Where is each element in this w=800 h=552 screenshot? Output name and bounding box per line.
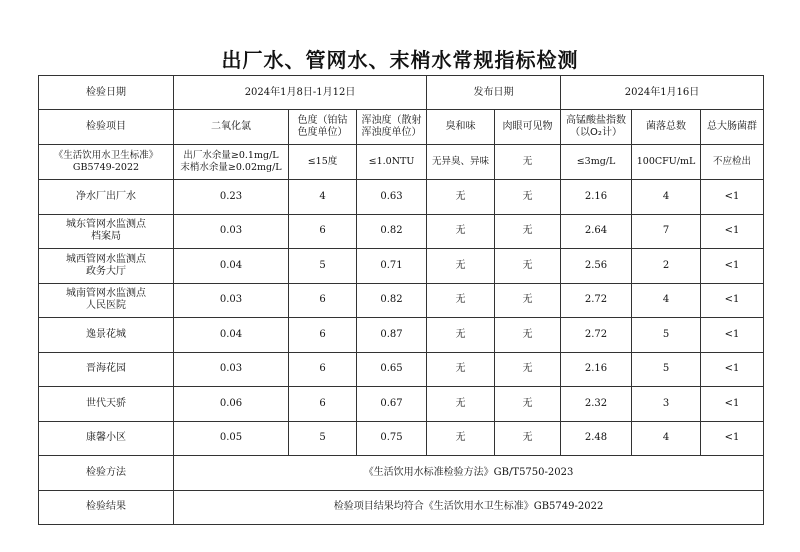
- table-row: [39, 352, 764, 387]
- cell-line: 城南管网水监测点: [66, 288, 146, 300]
- cell-line: 二氧化氯: [211, 121, 251, 132]
- location-name: [39, 283, 174, 318]
- standard-value: [174, 145, 289, 180]
- measured-value: 无: [495, 180, 561, 215]
- measured-value: 2.32: [561, 387, 632, 422]
- measured-value: 6: [289, 283, 357, 318]
- measured-value: 无: [427, 387, 495, 422]
- cell-line: ≤3mg/L: [576, 156, 616, 167]
- location-name: [39, 352, 174, 387]
- column-header: [427, 110, 495, 145]
- measured-value: 2.56: [561, 249, 632, 284]
- column-header: [357, 110, 427, 145]
- measured-value: 0.03: [174, 214, 289, 249]
- cell-line: 逸景花城: [86, 328, 126, 340]
- publish-value: 2024年1月16日: [561, 76, 764, 110]
- location-name: [39, 318, 174, 353]
- measured-value: 0.04: [174, 249, 289, 284]
- method-row: [39, 456, 764, 491]
- location-name: [39, 180, 174, 215]
- table-row: [39, 214, 764, 249]
- date-label: 检验日期: [39, 76, 174, 110]
- cell-line: ≤1.0NTU: [368, 156, 415, 167]
- measured-value: 无: [495, 421, 561, 456]
- cell-line: 净水厂出厂水: [76, 190, 136, 202]
- cell-line: 晋海花园: [86, 363, 126, 375]
- measured-value: 5: [289, 421, 357, 456]
- measured-value: 6: [289, 387, 357, 422]
- location-name: [39, 214, 174, 249]
- measured-value: 无: [427, 180, 495, 215]
- measured-value: <1: [701, 180, 764, 215]
- measured-value: <1: [701, 352, 764, 387]
- standard-value: [701, 145, 764, 180]
- cell-line: 菌落总数: [646, 121, 687, 132]
- measured-value: 0.67: [357, 387, 427, 422]
- cell-line: 100CFU/mL: [636, 156, 696, 167]
- publish-label: 发布日期: [427, 76, 561, 110]
- info-row: [39, 76, 764, 110]
- column-header: [561, 110, 632, 145]
- cell-line: 《生活饮用水卫生标准》: [53, 150, 159, 161]
- measured-value: 4: [289, 180, 357, 215]
- measured-value: 无: [427, 421, 495, 456]
- measured-value: 无: [495, 249, 561, 284]
- measured-value: 0.03: [174, 283, 289, 318]
- cell-line: 政务大厅: [86, 265, 126, 277]
- cell-line: 出厂水余量≥0.1mg/L: [183, 150, 279, 161]
- measured-value: 无: [495, 352, 561, 387]
- standard-value: [357, 145, 427, 180]
- column-header: [701, 110, 764, 145]
- cell-line: 臭和味: [445, 121, 476, 132]
- measured-value: 0.75: [357, 421, 427, 456]
- result-value: 检验项目结果均符合《生活饮用水卫生标准》GB5749-2022: [174, 490, 764, 525]
- measured-value: 2.16: [561, 180, 632, 215]
- column-header: [495, 110, 561, 145]
- measured-value: 0.63: [357, 180, 427, 215]
- measured-value: 无: [495, 214, 561, 249]
- method-value: 《生活饮用水标准检验方法》GB/T5750-2023: [174, 456, 764, 491]
- column-header: [632, 110, 701, 145]
- measured-value: 0.82: [357, 283, 427, 318]
- measured-value: <1: [701, 249, 764, 284]
- measured-value: 无: [427, 283, 495, 318]
- cell-line: 不应检出: [713, 156, 752, 167]
- header-row: [39, 110, 764, 145]
- measured-value: 0.23: [174, 180, 289, 215]
- measured-value: 6: [289, 318, 357, 353]
- table-row: [39, 180, 764, 215]
- measured-value: 0.04: [174, 318, 289, 353]
- location-name: [39, 249, 174, 284]
- cell-line: 城东管网水监测点: [66, 219, 146, 231]
- cell-line: 色度（铂钴: [297, 115, 348, 126]
- cell-line: 末梢水余量≥0.02mg/L: [180, 162, 282, 173]
- measured-value: 0.87: [357, 318, 427, 353]
- column-header: [289, 110, 357, 145]
- measured-value: 无: [495, 318, 561, 353]
- measured-value: 无: [427, 249, 495, 284]
- measured-value: 7: [632, 214, 701, 249]
- measured-value: 0.65: [357, 352, 427, 387]
- cell-line: 肉眼可见物: [502, 121, 553, 132]
- standard-value: [632, 145, 701, 180]
- cell-line: 高锰酸盐指数: [566, 115, 627, 126]
- measured-value: 0.03: [174, 352, 289, 387]
- standard-label: [39, 145, 174, 180]
- cell-line: 浑浊度单位）: [361, 127, 422, 138]
- page-title: 出厂水、管网水、末梢水常规指标检测: [221, 48, 579, 72]
- date-value: 2024年1月8日-1月12日: [174, 76, 427, 110]
- measured-value: 4: [632, 180, 701, 215]
- result-row: [39, 490, 764, 525]
- location-name: [39, 387, 174, 422]
- water-quality-table: [38, 75, 764, 525]
- cell-line: ≤15度: [307, 156, 338, 167]
- measured-value: 2.16: [561, 352, 632, 387]
- table-row: [39, 421, 764, 456]
- cell-line: 无异臭、异味: [432, 156, 490, 167]
- measured-value: <1: [701, 318, 764, 353]
- cell-line: 色度单位）: [297, 127, 348, 138]
- table-row: [39, 283, 764, 318]
- measured-value: 5: [632, 352, 701, 387]
- measured-value: 4: [632, 421, 701, 456]
- cell-line: GB5749-2022: [72, 162, 140, 173]
- measured-value: 2.72: [561, 283, 632, 318]
- standard-row: [39, 145, 764, 180]
- cell-line: 总大肠菌群: [707, 121, 758, 132]
- cell-line: 康馨小区: [86, 432, 126, 444]
- measured-value: <1: [701, 214, 764, 249]
- measured-value: 2.48: [561, 421, 632, 456]
- method-label: 检验方法: [39, 456, 174, 491]
- measured-value: 5: [632, 318, 701, 353]
- measured-value: 无: [427, 214, 495, 249]
- measured-value: 0.06: [174, 387, 289, 422]
- result-label: 检验结果: [39, 490, 174, 525]
- header-item: 检验项目: [39, 110, 174, 145]
- measured-value: 0.05: [174, 421, 289, 456]
- standard-value: [427, 145, 495, 180]
- measured-value: <1: [701, 283, 764, 318]
- standard-value: [495, 145, 561, 180]
- measured-value: 5: [289, 249, 357, 284]
- standard-value: [289, 145, 357, 180]
- measured-value: 6: [289, 352, 357, 387]
- measured-value: 6: [289, 214, 357, 249]
- measured-value: <1: [701, 387, 764, 422]
- cell-line: 城西管网水监测点: [66, 253, 146, 265]
- column-header: [174, 110, 289, 145]
- cell-line: 人民医院: [86, 300, 126, 312]
- measured-value: 4: [632, 283, 701, 318]
- cell-line: （以O₂计）: [570, 127, 622, 138]
- measured-value: 0.71: [357, 249, 427, 284]
- cell-line: 浑浊度（散射: [361, 115, 422, 126]
- measured-value: 0.82: [357, 214, 427, 249]
- standard-value: [561, 145, 632, 180]
- measured-value: 3: [632, 387, 701, 422]
- measured-value: 2.64: [561, 214, 632, 249]
- table-row: [39, 318, 764, 353]
- cell-line: 档案局: [91, 231, 121, 243]
- measured-value: 无: [427, 352, 495, 387]
- measured-value: 2.72: [561, 318, 632, 353]
- measured-value: 无: [495, 387, 561, 422]
- measured-value: 无: [495, 283, 561, 318]
- table-row: [39, 387, 764, 422]
- measured-value: <1: [701, 421, 764, 456]
- measured-value: 无: [427, 318, 495, 353]
- cell-line: 无: [522, 156, 533, 167]
- table-row: [39, 249, 764, 284]
- location-name: [39, 421, 174, 456]
- measured-value: 2: [632, 249, 701, 284]
- cell-line: 世代天骄: [86, 397, 126, 409]
